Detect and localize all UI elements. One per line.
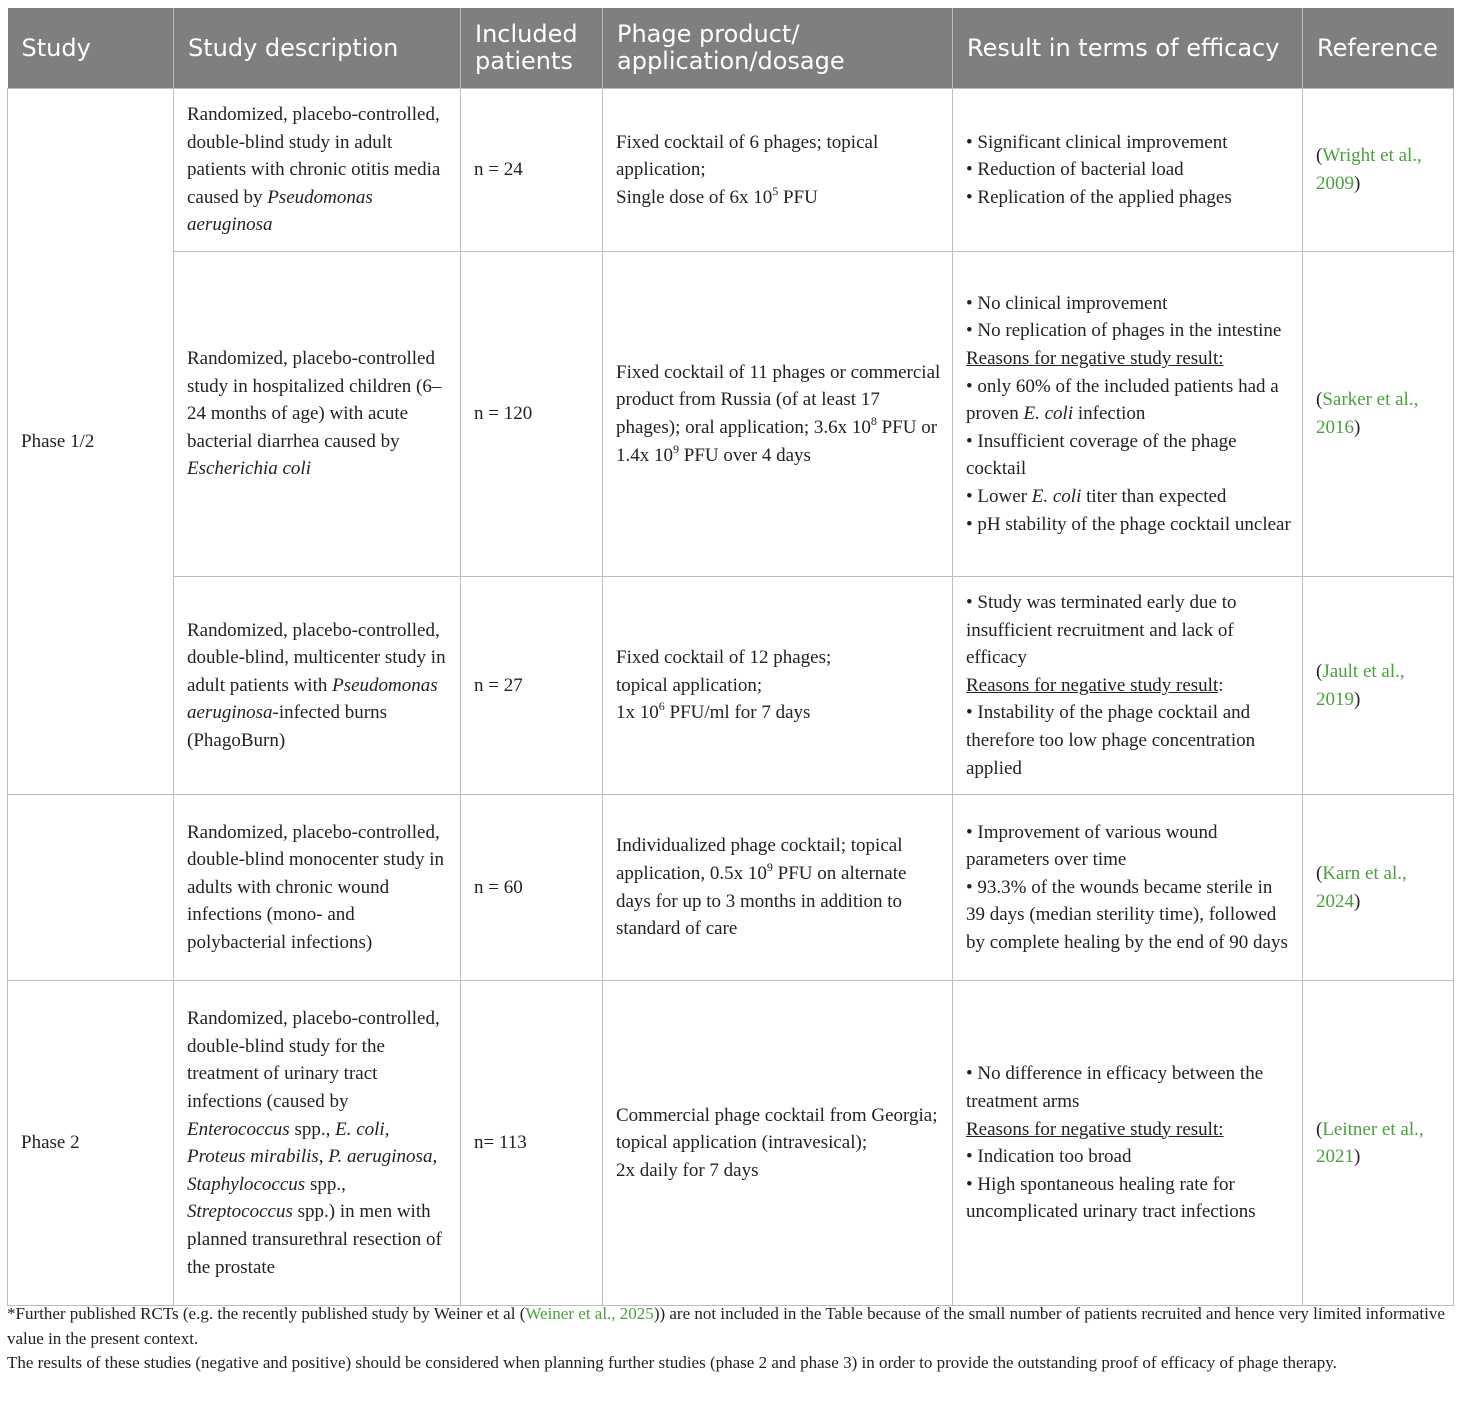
reference-link[interactable]: Wright et al., 2009 [1316, 145, 1422, 194]
reference-link[interactable]: Sarker et al., 2016 [1316, 389, 1419, 438]
reference-cell: (Karn et al., 2024) [1303, 795, 1454, 981]
included-patients-cell: n = 27 [461, 576, 603, 794]
study-description-cell: Randomized, placebo-controlled, double-blind monocenter study in adults with chronic wound infections (mono- and polybacterial infections) [174, 795, 461, 981]
study-phase-cell: Phase 2 [8, 981, 174, 1306]
reference-cell: (Sarker et al., 2016) [1303, 251, 1454, 576]
header-product: Phage product/ application/dosage [603, 8, 953, 89]
reference-link[interactable]: Weiner et al., 2025 [525, 1304, 654, 1323]
footnote-line-1: *Further published RCTs (e.g. the recently published study by Weiner et al (Weiner et al., 2025)) are not included in the Table because of the small number of patients recruited and hence very limited informative value in the present context. [7, 1304, 1445, 1348]
result-cell: • Study was terminated early due to insufficient recruitment and lack of efficacy Reasons for negative study result: • Instability of the phage cocktail and therefore too low phage concentration applied [953, 576, 1303, 794]
header-patients: Included patients [461, 8, 603, 89]
study-description-cell: Randomized, placebo-controlled, double-blind study in adult patients with chronic otitis media caused by Pseudomonas aeruginosa [174, 89, 461, 252]
included-patients-cell: n = 60 [461, 795, 603, 981]
header-study: Study [8, 8, 174, 89]
phage-product-cell: Fixed cocktail of 6 phages; topical application; Single dose of 6x $10^5$ PFU [603, 89, 953, 252]
reference-link[interactable]: Karn et al., 2024 [1316, 863, 1407, 912]
footnote-line-2: The results of these studies (negative and positive) should be considered when planning further studies (phase 2 and phase 3) in order to provide the outstanding proof of efficacy of phage therapy. [7, 1353, 1337, 1372]
studies-table [7, 8, 1454, 1306]
result-cell: • Improvement of various wound parameters over time • 93.3% of the wounds became sterile in 39 days (median sterility time), followed by complete healing by the end of 90 days [953, 795, 1303, 981]
included-patients-cell: n = 24 [461, 89, 603, 252]
phage-product-cell: Fixed cocktail of 11 phages or commercial product from Russia (of at least 17 phages); oral application; 3.6x $10^8$ PFU or 1.4x $10^9$ PFU over 4 days [603, 251, 953, 576]
header-result: Result in terms of efficacy [953, 8, 1303, 89]
result-cell: • Significant clinical improvement • Reduction of bacterial load • Replication of the applied phages [953, 89, 1303, 252]
reference-cell: (Wright et al., 2009) [1303, 89, 1454, 252]
table-row [8, 576, 1454, 794]
reference-link[interactable]: Jault et al., 2019 [1316, 660, 1405, 710]
reference-cell: (Jault et al., 2019) [1303, 576, 1454, 794]
table-row [8, 795, 1454, 981]
result-cell: • No clinical improvement • No replication of phages in the intestine Reasons for negative study result: • only 60% of the included patients had a proven E. coli infection • Insufficient coverage of the phage cocktail • Lower E. coli titer than expected • pH stability of the phage cocktail unclear [953, 251, 1303, 576]
phage-product-cell: Individualized phage cocktail; topical application, 0.5x $10^9$ PFU on alternate days for up to 3 months in addition to standard of care [603, 795, 953, 981]
result-cell: • No difference in efficacy between the treatment arms Reasons for negative study result: • Indication too broad • High spontaneous healing rate for uncomplicated urinary tract infections [953, 981, 1303, 1306]
reference-cell: (Leitner et al., 2021) [1303, 981, 1454, 1306]
study-phase-cell [8, 795, 174, 981]
included-patients-cell: n = 120 [461, 251, 603, 576]
study-description-cell: Randomized, placebo-controlled study in hospitalized children (6–24 months of age) with acute bacterial diarrhea caused by Escherichia coli [174, 251, 461, 576]
reference-link[interactable]: Leitner et al., 2021 [1316, 1118, 1424, 1168]
header-description: Study description [174, 8, 461, 89]
study-description-cell: Randomized, placebo-controlled, double-blind, multicenter study in adult patients with Pseudomonas aeruginosa-infected burns (PhagoBurn) [174, 576, 461, 794]
table-row [8, 981, 1454, 1306]
table-row [8, 89, 1454, 252]
study-description-cell: Randomized, placebo-controlled, double-blind study for the treatment of urinary tract infections (caused by Enterococcus spp., E. coli, Proteus mirabilis, P. aeruginosa, Staphylococcus spp., Streptococcus spp.) in men with planned transurethral resection of the prostate [174, 981, 461, 1306]
header-reference: Reference [1303, 8, 1454, 89]
table-row [8, 251, 1454, 576]
phage-product-cell: Fixed cocktail of 12 phages; topical application; 1x $10^6$ PFU/ml for 7 days [603, 576, 953, 794]
study-phase-cell: Phase 1/2 [8, 89, 174, 795]
table-footnote [7, 1302, 1457, 1376]
included-patients-cell: n= 113 [461, 981, 603, 1306]
phage-product-cell: Commercial phage cocktail from Georgia; topical application (intravesical); 2x daily for 7 days [603, 981, 953, 1306]
header-row [8, 8, 1454, 89]
